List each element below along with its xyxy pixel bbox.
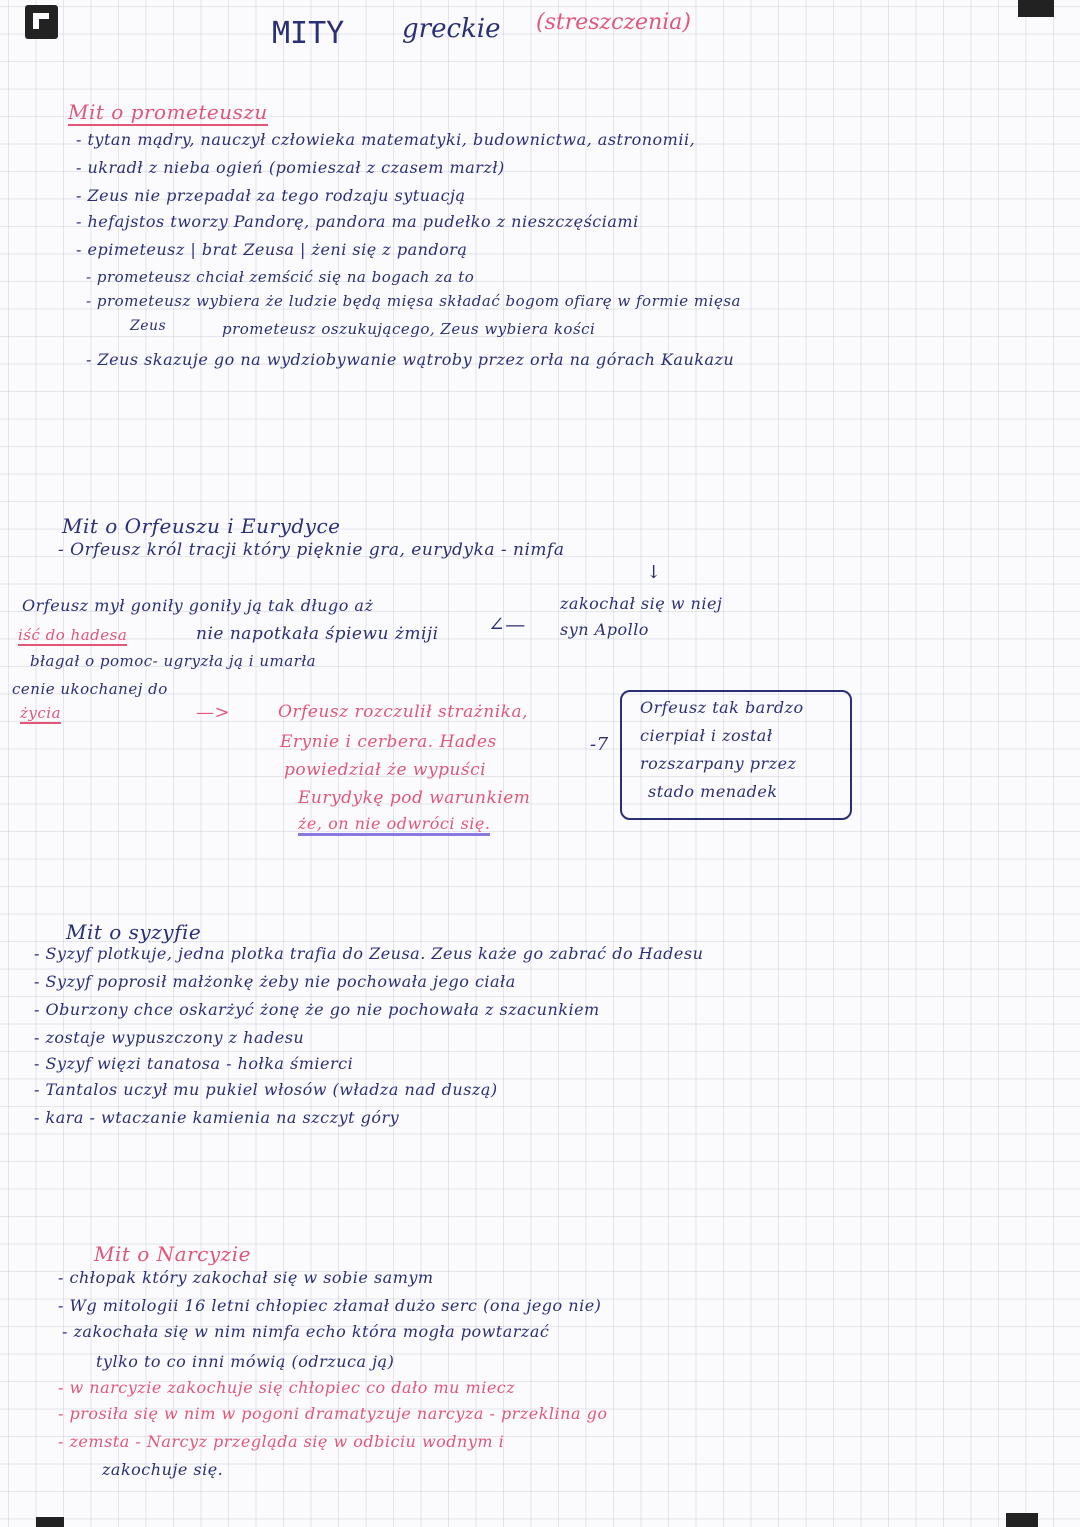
note-line: - Syzyf plotkuje, jedna plotka trafia do Zeusa. Zeus każe go zabrać do Hadesu bbox=[34, 944, 704, 963]
note-line: - prometeusz chciał zemścić się na bogach za to bbox=[86, 268, 475, 286]
note-line: - chłopak który zakochał się w sobie samym bbox=[58, 1268, 434, 1287]
note-line: - Orfeusz król tracji który pięknie gra, eurydyka - nimfa bbox=[58, 540, 565, 560]
note-line: - ukradł z nieba ogień (pomieszał z czasem marzł) bbox=[76, 158, 505, 177]
pink-block-line: powiedział że wypuści bbox=[284, 760, 487, 780]
pink-block-line: Eurydykę pod warunkiem bbox=[298, 788, 531, 808]
note-line: iść do hadesa bbox=[18, 626, 128, 644]
note-line: - Syzyf więzi tanatosa - hołka śmierci bbox=[34, 1054, 354, 1073]
pink-block-line: Erynie i cerbera. Hades bbox=[280, 732, 497, 752]
pink-block-line: że, on nie odwróci się. bbox=[298, 814, 490, 836]
note-line: - epimeteusz | brat Zeusa | żeni się z pandorą bbox=[76, 240, 468, 259]
note-line: życia bbox=[20, 704, 62, 722]
pink-block-line: Orfeusz rozczulił strażnika, bbox=[278, 702, 528, 722]
section-heading-orfeusz: Mit o Orfeuszu i Eurydyce bbox=[62, 514, 341, 538]
note-line: - kara - wtaczanie kamienia na szczyt góry bbox=[34, 1108, 400, 1127]
left-arrow-icon: ∠— bbox=[488, 612, 526, 636]
note-line: - prosiła się w nim w pogoni dramatyzuje narcyza - przeklina go bbox=[58, 1404, 608, 1423]
note-line: - hefajstos tworzy Pandorę, pandora ma pudełko z nieszczęściami bbox=[76, 212, 639, 231]
right-arrow-icon: —> bbox=[196, 702, 231, 723]
note-line: - prometeusz wybiera że ludzie będą mięsa składać bogom ofiarę w formie mięsa bbox=[86, 292, 741, 310]
note-line: - zakochała się w nim nimfa echo która mogła powtarzać bbox=[62, 1322, 550, 1341]
corner-mark-top-right bbox=[1018, 0, 1054, 17]
section-heading-narcyz: Mit o Narcyzie bbox=[94, 1242, 251, 1266]
note-line: - Zeus nie przepadał za tego rodzaju sytuacją bbox=[76, 186, 466, 205]
note-line: - Oburzony chce oskarżyć żonę że go nie pochowała z szacunkiem bbox=[34, 1000, 600, 1019]
note-line: zakochał się w niej bbox=[560, 594, 723, 613]
note-line: cenie ukochanej do bbox=[12, 680, 168, 698]
page-title: MITY bbox=[272, 16, 345, 51]
note-line: zakochuje się. bbox=[102, 1460, 224, 1479]
note-line: - tytan mądry, nauczył człowieka matematyki, budownictwa, astronomii, bbox=[76, 130, 696, 149]
box-line: rozszarpany przez bbox=[640, 754, 797, 773]
note-line: - Syzyf poprosił małżonkę żeby nie pochowała jego ciała bbox=[34, 972, 516, 991]
note-line: - Wg mitologii 16 letni chłopiec złamał dużo serc (ona jego nie) bbox=[58, 1296, 602, 1315]
note-line: - w narcyzie zakochuje się chłopiec co dało mu miecz bbox=[58, 1378, 516, 1397]
corner-mark-top-left bbox=[25, 5, 58, 39]
section-heading-prometeusz: Mit o prometeuszu bbox=[68, 100, 268, 124]
right-arrow-icon: -7 bbox=[590, 734, 609, 755]
note-line: błagał o pomoc- ugryzła ją i umarła bbox=[30, 652, 317, 670]
corner-mark-bottom-left bbox=[36, 1517, 64, 1527]
note-line: syn Apollo bbox=[560, 620, 649, 639]
section-heading-syzyf: Mit o syzyfie bbox=[66, 920, 202, 944]
box-line: Orfeusz tak bardzo bbox=[640, 698, 804, 717]
down-arrow-icon: ↓ bbox=[646, 562, 662, 583]
box-line: cierpiał i został bbox=[640, 726, 773, 745]
note-line: - Zeus skazuje go na wydziobywanie wątroby przez orła na górach Kaukazu bbox=[86, 350, 735, 369]
corner-mark-bottom-right bbox=[1006, 1513, 1038, 1527]
note-line: - zemsta - Narcyz przegląda się w odbiciu wodnym i bbox=[58, 1432, 505, 1451]
page-title-subtitle: greckie bbox=[402, 14, 501, 44]
note-line: - zostaje wypuszczony z hadesu bbox=[34, 1028, 305, 1047]
note-line: prometeusz oszukującego, Zeus wybiera kości bbox=[222, 320, 596, 338]
note-line: - Tantalos uczył mu pukiel włosów (władza nad duszą) bbox=[34, 1080, 498, 1099]
note-line: nie napotkała śpiewu żmiji bbox=[196, 624, 439, 644]
note-line: Zeus bbox=[130, 318, 167, 334]
note-line: tylko to co inni mówią (odrzuca ją) bbox=[96, 1352, 395, 1371]
page-title-note: (streszczenia) bbox=[536, 10, 691, 35]
box-line: stado menadek bbox=[648, 782, 778, 801]
note-line: Orfeusz mył goniły goniły ją tak długo aż bbox=[22, 596, 374, 615]
